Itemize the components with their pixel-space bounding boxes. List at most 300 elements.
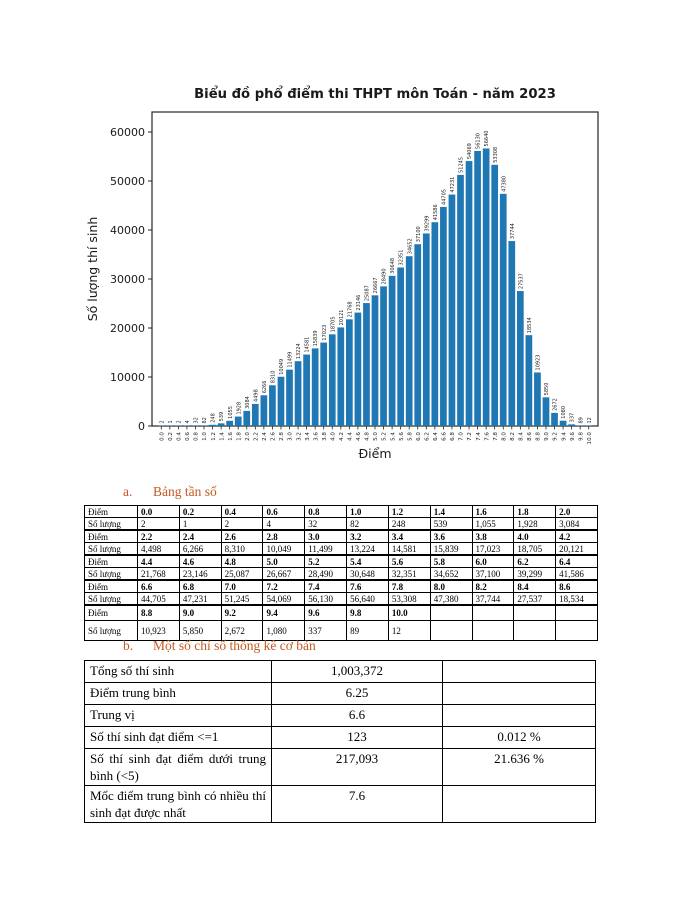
freq-count-cell: 20,121 xyxy=(556,543,598,556)
freq-row-label: Điểm xyxy=(85,530,138,543)
bar-value-label: 1080 xyxy=(561,405,568,419)
x-tick-label: 5.4 xyxy=(390,432,397,441)
bar xyxy=(175,426,182,427)
freq-score-cell: 6.0 xyxy=(472,555,514,568)
x-tick-label: 7.2 xyxy=(467,432,474,441)
stats-percent: 21.636 % xyxy=(443,749,596,786)
freq-row-label: Số lượng xyxy=(85,543,138,556)
freq-count-row xyxy=(85,593,598,606)
y-tick-label: 60000 xyxy=(110,125,145,139)
x-tick-label: 0.6 xyxy=(185,432,192,441)
bar-value-label: 337 xyxy=(569,412,576,423)
stats-row xyxy=(85,683,596,705)
freq-row-label: Điểm xyxy=(85,555,138,568)
x-tick-label: 8.2 xyxy=(509,432,516,441)
bar xyxy=(568,424,575,426)
bar xyxy=(585,426,592,427)
bar-value-label: 13224 xyxy=(296,343,303,360)
freq-score-cell: 8.8 xyxy=(138,605,180,621)
stats-row xyxy=(85,749,596,786)
freq-score-cell: 2.2 xyxy=(138,530,180,543)
freq-score-cell: 7.0 xyxy=(221,580,263,593)
x-tick-label: 1.8 xyxy=(236,432,243,441)
y-tick-label: 50000 xyxy=(110,174,145,188)
freq-row-label: Số lượng xyxy=(85,593,138,606)
freq-count-cell: 39,299 xyxy=(514,568,556,581)
freq-score-cell: 0.2 xyxy=(179,506,221,518)
freq-count-cell: 18,705 xyxy=(514,543,556,556)
freq-diem-row xyxy=(85,555,598,568)
freq-score-cell: 5.2 xyxy=(305,555,347,568)
bar xyxy=(226,421,233,426)
freq-score-cell: 8.6 xyxy=(556,580,598,593)
x-tick-label: 4.8 xyxy=(364,432,371,441)
stats-value: 1,003,372 xyxy=(272,661,443,683)
bar xyxy=(158,426,165,427)
freq-count-cell: 1,080 xyxy=(263,621,305,641)
bar-value-label: 3084 xyxy=(244,396,251,409)
stats-percent xyxy=(443,705,596,727)
freq-count-cell: 21,768 xyxy=(138,568,180,581)
freq-count-cell: 6,266 xyxy=(179,543,221,556)
freq-score-cell: 4.6 xyxy=(179,555,221,568)
freq-count-cell: 2 xyxy=(221,518,263,531)
freq-row-label: Điểm xyxy=(85,506,138,518)
freq-count-cell: 54,069 xyxy=(263,593,305,606)
bar-value-label: 2672 xyxy=(552,398,559,411)
y-tick-label: 40000 xyxy=(110,223,145,237)
x-tick-label: 9.0 xyxy=(544,432,551,441)
bar-value-label: 6266 xyxy=(261,380,268,394)
freq-count-cell: 23,146 xyxy=(179,568,221,581)
freq-count-cell: 17,023 xyxy=(472,543,514,556)
freq-score-cell: 8.4 xyxy=(514,580,556,593)
x-tick-label: 7.8 xyxy=(492,432,499,441)
freq-count-cell: 12 xyxy=(388,621,430,641)
freq-count-cell: 15,839 xyxy=(430,543,472,556)
bar-value-label: 539 xyxy=(219,411,226,422)
x-tick-label: 0.2 xyxy=(168,432,175,441)
freq-score-cell: 4.2 xyxy=(556,530,598,543)
freq-count-cell: 47,231 xyxy=(179,593,221,606)
freq-score-cell: 3.4 xyxy=(388,530,430,543)
x-tick-label: 5.6 xyxy=(398,432,405,441)
freq-score-cell: 5.6 xyxy=(388,555,430,568)
bar xyxy=(320,343,327,426)
freq-score-cell xyxy=(472,605,514,621)
bar-value-label: 1055 xyxy=(227,406,234,419)
bar-value-label: 34652 xyxy=(407,238,414,255)
freq-score-cell: 7.8 xyxy=(388,580,430,593)
y-tick-label: 0 xyxy=(138,419,145,433)
bar xyxy=(551,413,558,426)
freq-score-cell: 0.6 xyxy=(263,506,305,518)
bar xyxy=(209,425,216,426)
bar-value-label: 15839 xyxy=(313,330,320,347)
freq-row-label: Số lượng xyxy=(85,518,138,531)
x-tick-label: 5.0 xyxy=(373,432,380,441)
bar-value-label: 1 xyxy=(167,420,174,424)
x-tick-label: 3.2 xyxy=(296,432,303,441)
bar xyxy=(261,395,268,426)
freq-count-cell: 1,928 xyxy=(514,518,556,531)
freq-score-cell: 0.0 xyxy=(138,506,180,518)
freq-score-cell: 2.0 xyxy=(556,506,598,518)
bar xyxy=(406,256,413,426)
freq-count-row xyxy=(85,568,598,581)
x-tick-label: 8.0 xyxy=(501,432,508,441)
freq-score-cell: 4.8 xyxy=(221,555,263,568)
stats-row xyxy=(85,727,596,749)
bar xyxy=(543,397,550,426)
freq-score-cell xyxy=(556,605,598,621)
bar-value-label: 37100 xyxy=(415,226,422,243)
bar xyxy=(346,319,353,426)
bar-value-label: 51245 xyxy=(458,156,465,173)
bar xyxy=(380,286,387,426)
x-tick-label: 2.4 xyxy=(262,432,269,441)
bar-value-label: 17023 xyxy=(321,324,328,341)
bar-value-label: 27537 xyxy=(518,273,525,290)
freq-score-cell: 7.2 xyxy=(263,580,305,593)
stats-value: 217,093 xyxy=(272,749,443,786)
freq-score-cell: 1.8 xyxy=(514,506,556,518)
freq-diem-row xyxy=(85,580,598,593)
freq-count-cell: 89 xyxy=(347,621,389,641)
freq-count-cell: 10,049 xyxy=(263,543,305,556)
x-tick-label: 2.6 xyxy=(270,432,277,441)
freq-score-cell: 9.8 xyxy=(347,605,389,621)
x-tick-label: 6.4 xyxy=(433,432,440,441)
stats-label: Điểm trung bình xyxy=(85,683,272,705)
freq-score-cell xyxy=(430,605,472,621)
x-tick-label: 9.8 xyxy=(578,432,585,441)
bar xyxy=(397,267,404,426)
freq-count-cell: 337 xyxy=(305,621,347,641)
bar-value-label: 39299 xyxy=(424,215,431,232)
x-tick-label: 0.0 xyxy=(159,432,166,441)
stats-label: Mốc điểm trung bình có nhiều thí sinh đạt được nhất xyxy=(85,786,272,823)
bar xyxy=(278,377,285,426)
bar xyxy=(372,295,379,426)
freq-score-cell: 8.2 xyxy=(472,580,514,593)
bar xyxy=(235,417,242,426)
bar xyxy=(192,426,199,427)
freq-count-cell: 27,537 xyxy=(514,593,556,606)
freq-count-cell: 14,581 xyxy=(388,543,430,556)
freq-count-cell xyxy=(472,621,514,641)
freq-score-cell: 3.6 xyxy=(430,530,472,543)
freq-count-cell: 248 xyxy=(388,518,430,531)
freq-score-cell: 9.4 xyxy=(263,605,305,621)
freq-score-cell: 1.0 xyxy=(347,506,389,518)
bar xyxy=(526,335,533,426)
stats-value: 6.25 xyxy=(272,683,443,705)
freq-score-cell: 6.6 xyxy=(138,580,180,593)
bar-value-label: 10923 xyxy=(535,354,542,371)
freq-score-cell: 3.2 xyxy=(347,530,389,543)
y-tick-label: 20000 xyxy=(110,321,145,335)
freq-score-cell: 4.4 xyxy=(138,555,180,568)
section-b-marker: b. xyxy=(123,638,134,653)
x-tick-label: 4.6 xyxy=(356,432,363,441)
bar xyxy=(389,276,396,426)
stats-percent xyxy=(443,683,596,705)
freq-count-cell: 47,380 xyxy=(430,593,472,606)
freq-count-cell: 5,850 xyxy=(179,621,221,641)
freq-score-cell: 3.0 xyxy=(305,530,347,543)
freq-score-cell: 5.0 xyxy=(263,555,305,568)
bar xyxy=(534,372,541,426)
x-tick-label: 9.6 xyxy=(569,432,576,441)
bar xyxy=(363,303,370,426)
bar-value-label: 37744 xyxy=(509,223,516,240)
bar-value-label: 28490 xyxy=(381,268,388,285)
freq-count-cell: 41,586 xyxy=(556,568,598,581)
freq-score-cell: 8.0 xyxy=(430,580,472,593)
stats-row xyxy=(85,705,596,727)
freq-count-cell: 1,055 xyxy=(472,518,514,531)
freq-count-cell: 53,308 xyxy=(388,593,430,606)
section-a-marker: a. xyxy=(123,484,133,499)
stats-label: Số thí sinh đạt điểm dưới trung bình (<5) xyxy=(85,749,272,786)
freq-score-cell: 0.8 xyxy=(305,506,347,518)
bar xyxy=(269,385,276,426)
bar xyxy=(423,233,430,426)
y-tick-label: 10000 xyxy=(110,370,145,384)
freq-count-cell: 32,351 xyxy=(388,568,430,581)
bar-value-label: 44705 xyxy=(441,189,448,205)
bar xyxy=(303,355,310,426)
freq-count-cell: 3,084 xyxy=(556,518,598,531)
x-tick-label: 7.4 xyxy=(475,432,482,441)
bar xyxy=(337,327,344,426)
bar-value-label: 56130 xyxy=(475,133,482,149)
stats-value: 123 xyxy=(272,727,443,749)
frequency-table xyxy=(84,505,598,641)
x-tick-label: 3.0 xyxy=(287,432,294,441)
section-b-heading xyxy=(123,638,316,654)
freq-count-cell: 18,534 xyxy=(556,593,598,606)
x-tick-label: 9.2 xyxy=(552,432,559,441)
bar-value-label: 30648 xyxy=(390,257,397,274)
x-tick-label: 4.2 xyxy=(339,432,346,441)
freq-score-cell: 6.4 xyxy=(556,555,598,568)
freq-count-cell: 51,245 xyxy=(221,593,263,606)
bar-value-label: 47380 xyxy=(501,175,508,192)
freq-score-cell: 1.6 xyxy=(472,506,514,518)
freq-count-cell: 26,667 xyxy=(263,568,305,581)
bar xyxy=(491,165,498,426)
bar xyxy=(577,426,584,427)
bar xyxy=(440,207,447,426)
freq-count-cell: 32 xyxy=(305,518,347,531)
x-tick-label: 1.0 xyxy=(202,432,209,441)
bar-value-label: 20121 xyxy=(338,309,345,326)
freq-count-cell: 34,652 xyxy=(430,568,472,581)
freq-score-cell: 2.4 xyxy=(179,530,221,543)
freq-row-label: Số lượng xyxy=(85,568,138,581)
bar xyxy=(457,175,464,426)
bar xyxy=(414,244,421,426)
freq-score-cell: 7.6 xyxy=(347,580,389,593)
freq-diem-row xyxy=(85,530,598,543)
x-tick-label: 3.8 xyxy=(321,432,328,441)
x-tick-label: 0.4 xyxy=(176,432,183,441)
statistics-table xyxy=(84,660,596,823)
bar xyxy=(560,421,567,426)
chart-title: Biểu đồ phổ điểm thi THPT môn Toán - năm 2023 xyxy=(194,87,556,102)
bar xyxy=(286,370,293,426)
freq-count-cell: 37,100 xyxy=(472,568,514,581)
bar-value-label: 32 xyxy=(193,417,200,424)
stats-value: 7.6 xyxy=(272,786,443,823)
freq-count-cell: 11,499 xyxy=(305,543,347,556)
freq-count-cell xyxy=(514,621,556,641)
x-axis-label: Điểm xyxy=(358,446,392,461)
stats-value: 6.6 xyxy=(272,705,443,727)
freq-score-cell: 0.4 xyxy=(221,506,263,518)
bar-value-label: 25087 xyxy=(364,285,371,302)
freq-count-row xyxy=(85,518,598,531)
bar-value-label: 8310 xyxy=(270,370,277,384)
freq-score-cell: 1.2 xyxy=(388,506,430,518)
x-tick-label: 2.8 xyxy=(279,432,286,441)
stats-percent xyxy=(443,661,596,683)
section-b-title: Một số chỉ số thống kê cơ bản xyxy=(153,638,316,653)
bar-value-label: 14581 xyxy=(304,336,311,353)
stats-label: Trung vị xyxy=(85,705,272,727)
freq-score-cell: 9.0 xyxy=(179,605,221,621)
bar xyxy=(517,291,524,426)
bar-value-label: 32351 xyxy=(398,249,405,266)
y-tick-label: 30000 xyxy=(110,272,145,286)
bar xyxy=(243,411,250,426)
bar-value-label: 54069 xyxy=(467,143,474,160)
section-a-heading xyxy=(123,484,217,500)
freq-count-cell: 1 xyxy=(179,518,221,531)
x-tick-label: 9.4 xyxy=(561,432,568,441)
bar xyxy=(218,423,225,426)
freq-count-cell: 82 xyxy=(347,518,389,531)
x-tick-label: 0.8 xyxy=(193,432,200,441)
x-tick-label: 6.6 xyxy=(441,432,448,441)
stats-percent: 0.012 % xyxy=(443,727,596,749)
bar-value-label: 12 xyxy=(586,417,593,424)
x-tick-label: 4.0 xyxy=(330,432,337,441)
stats-label: Tổng số thí sinh xyxy=(85,661,272,683)
stats-percent xyxy=(443,786,596,823)
freq-row-label: Số lượng xyxy=(85,621,138,641)
bar-value-label: 56640 xyxy=(484,130,491,147)
bar-value-label: 26667 xyxy=(373,277,380,294)
bar xyxy=(201,426,208,427)
x-tick-label: 1.6 xyxy=(227,432,234,441)
x-tick-label: 8.4 xyxy=(518,432,525,441)
bar-value-label: 53308 xyxy=(492,146,499,163)
freq-score-cell: 10.0 xyxy=(388,605,430,621)
freq-score-cell: 6.8 xyxy=(179,580,221,593)
freq-score-cell: 5.8 xyxy=(430,555,472,568)
freq-score-cell: 4.0 xyxy=(514,530,556,543)
stats-row xyxy=(85,661,596,683)
bar-value-label: 5850 xyxy=(544,382,551,396)
bar-value-label: 18705 xyxy=(330,316,337,333)
freq-score-cell: 7.4 xyxy=(305,580,347,593)
freq-count-cell: 2,672 xyxy=(221,621,263,641)
freq-score-cell: 1.4 xyxy=(430,506,472,518)
bar-value-label: 1928 xyxy=(236,401,243,415)
bar xyxy=(483,148,490,426)
freq-count-cell: 2 xyxy=(138,518,180,531)
freq-count-cell: 37,744 xyxy=(472,593,514,606)
freq-count-cell: 539 xyxy=(430,518,472,531)
x-tick-label: 5.2 xyxy=(381,432,388,441)
bar xyxy=(355,313,362,426)
bar-value-label: 18534 xyxy=(526,317,533,334)
freq-count-cell: 44,705 xyxy=(138,593,180,606)
freq-count-row xyxy=(85,543,598,556)
x-tick-label: 2.0 xyxy=(244,432,251,441)
bar-value-label: 2 xyxy=(159,420,166,424)
x-tick-label: 2.2 xyxy=(253,432,260,441)
bar xyxy=(474,151,481,426)
bar-value-label: 11499 xyxy=(287,351,294,368)
bar xyxy=(184,426,191,427)
bar-value-label: 47231 xyxy=(450,176,457,193)
x-tick-label: 7.6 xyxy=(484,432,491,441)
bar-value-label: 21768 xyxy=(347,301,354,318)
y-axis-label: Số lượng thí sinh xyxy=(85,216,100,322)
bar xyxy=(466,161,473,426)
freq-score-cell: 9.2 xyxy=(221,605,263,621)
freq-count-cell: 25,087 xyxy=(221,568,263,581)
bar xyxy=(508,241,515,426)
x-tick-label: 1.2 xyxy=(210,432,217,441)
freq-count-cell: 28,490 xyxy=(305,568,347,581)
freq-count-cell: 10,923 xyxy=(138,621,180,641)
freq-count-cell: 4 xyxy=(263,518,305,531)
freq-score-cell: 9.6 xyxy=(305,605,347,621)
x-tick-label: 3.4 xyxy=(304,432,311,441)
x-tick-label: 8.6 xyxy=(527,432,534,441)
freq-score-cell: 3.8 xyxy=(472,530,514,543)
bar xyxy=(500,194,507,426)
freq-row-label: Điểm xyxy=(85,580,138,593)
freq-row-label: Điểm xyxy=(85,605,138,621)
bar xyxy=(295,361,302,426)
bar-value-label: 10049 xyxy=(279,358,286,375)
x-tick-label: 7.0 xyxy=(458,432,465,441)
x-tick-label: 8.8 xyxy=(535,432,542,441)
x-tick-label: 6.8 xyxy=(450,432,457,441)
freq-count-cell xyxy=(556,621,598,641)
x-tick-label: 1.4 xyxy=(219,432,226,441)
freq-score-cell: 6.2 xyxy=(514,555,556,568)
freq-diem-row xyxy=(85,506,598,518)
x-tick-label: 6.2 xyxy=(424,432,431,441)
section-a-title: Bảng tần số xyxy=(153,484,217,499)
bar-value-label: 89 xyxy=(578,417,585,424)
freq-score-cell: 2.8 xyxy=(263,530,305,543)
x-tick-label: 10.0 xyxy=(586,432,593,445)
bar-value-label: 82 xyxy=(202,417,209,424)
stats-row xyxy=(85,786,596,823)
freq-count-cell xyxy=(430,621,472,641)
bar xyxy=(329,334,336,426)
freq-score-cell xyxy=(514,605,556,621)
bar xyxy=(252,404,259,426)
